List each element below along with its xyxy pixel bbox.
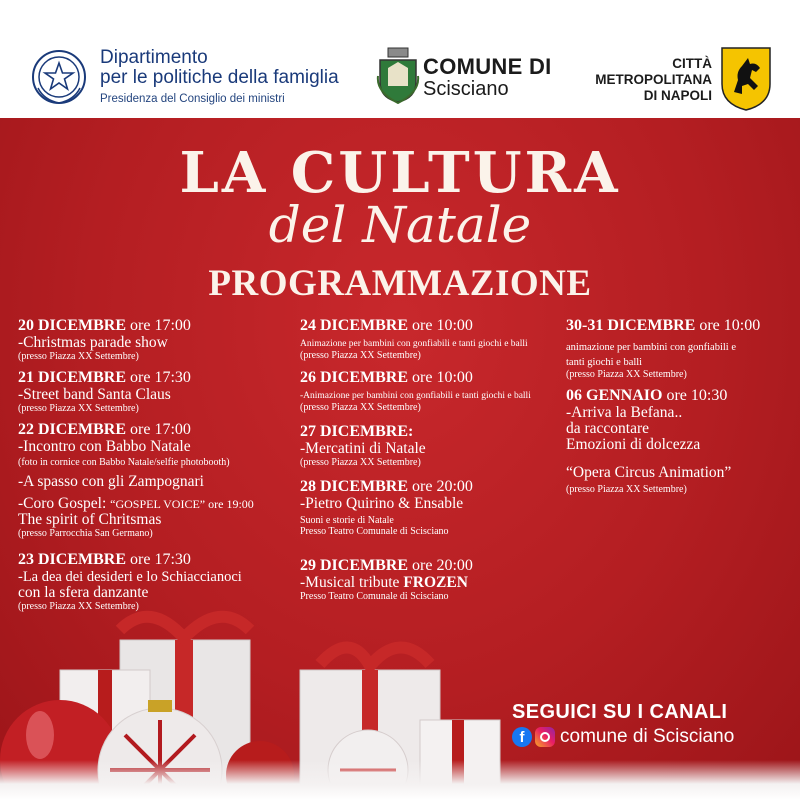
event-date: 23 DICEMBRE: [18, 551, 127, 568]
event-note: (foto in cornice con Babbo Natale/selfie photobooth): [18, 457, 230, 468]
citta-line1: CITTÀ: [672, 56, 712, 71]
social-handle[interactable]: comune di Scisciano: [560, 726, 735, 747]
dipartimento-logo-text: [100, 48, 339, 105]
event-desc: -Animazione per bambini con gonfiabili e tanti giochi e balli: [300, 391, 531, 401]
event-date: 20 DICEMBRE: [18, 317, 127, 334]
horse-shield-icon: [720, 46, 772, 112]
event-date: 28 DICEMBRE: [300, 478, 409, 495]
event-place: (presso Piazza XX Settembre): [566, 484, 687, 495]
social-title: SEGUICI SU I CANALI: [512, 701, 728, 723]
comune-line2: Scisciano: [423, 78, 509, 100]
event-place: (presso Piazza XX Settembre): [18, 601, 139, 612]
event-date: 27 DICEMBRE:: [300, 423, 414, 440]
event-desc: -La dea dei desideri e lo Schiaccianoci: [18, 569, 242, 585]
event-gospel-title: “GOSPEL VOICE”: [110, 497, 206, 511]
event-desc-3: -Coro Gospel:: [18, 495, 111, 512]
event-26-dicembre: [300, 369, 562, 413]
event-21-dicembre: [18, 369, 283, 414]
title-la-cultura: LA CULTURA: [179, 140, 621, 206]
event-desc: -Street band Santa Claus: [18, 386, 171, 403]
event-06-gennaio: [566, 387, 796, 495]
event-desc: -Arriva la Befana..: [566, 404, 683, 421]
event-desc-2: con la sfera danzante: [18, 584, 149, 601]
instagram-icon[interactable]: [535, 727, 555, 747]
event-place: (presso Piazza XX Settembre): [566, 369, 687, 380]
title-del-natale: del Natale: [268, 196, 532, 254]
event-time: ore 17:00: [126, 421, 191, 438]
event-desc: -Incontro con Babbo Natale: [18, 438, 191, 455]
event-30-31-dicembre: [566, 317, 796, 380]
event-time: ore 10:00: [408, 317, 473, 334]
event-date: 21 DICEMBRE: [18, 369, 127, 386]
event-29-dicembre: [300, 557, 562, 602]
event-date: 29 DICEMBRE: [300, 557, 409, 574]
event-desc: -Christmas parade show: [18, 334, 168, 351]
dipartimento-line1: Dipartimento: [100, 47, 208, 68]
event-28-dicembre: [300, 478, 562, 537]
event-22-dicembre: [18, 421, 283, 539]
event-desc: Animazione per bambini con gonfiabili e tanti giochi e balli: [300, 339, 528, 349]
citta-line3: DI NAPOLI: [643, 88, 712, 103]
event-time: ore 10:30: [662, 387, 728, 404]
header-logos-bar: [0, 0, 800, 118]
event-24-dicembre: [300, 317, 562, 361]
event-27-dicembre: [300, 423, 562, 468]
event-time: ore 17:00: [126, 317, 191, 334]
event-date: 22 DICEMBRE: [18, 421, 127, 438]
event-desc-2: tanti giochi e balli: [566, 357, 643, 368]
event-desc-4: “Opera Circus Animation”: [566, 464, 732, 481]
event-note: Suoni e storie di Natale: [300, 515, 394, 526]
event-place: (presso Piazza XX Settembre): [300, 350, 421, 361]
event-time: ore 10:00: [695, 317, 761, 334]
event-place: Presso Teatro Comunale di Scisciano: [300, 591, 449, 602]
snow-ground: [0, 760, 800, 800]
event-desc-3: Emozioni di dolcezza: [566, 436, 701, 453]
event-time: ore 17:30: [126, 369, 191, 386]
event-time: ore 17:30: [126, 551, 191, 568]
event-desc-4: The spirit of Chritsmas: [18, 511, 162, 528]
citta-line2: METROPOLITANA: [595, 72, 712, 87]
event-place: Presso Teatro Comunale di Scisciano: [300, 526, 449, 537]
event-20-dicembre: [18, 317, 283, 362]
dipartimento-line2: per le politiche della famiglia: [100, 67, 339, 88]
comune-line1: COMUNE DI: [423, 54, 552, 79]
event-desc-bold: FROZEN: [403, 574, 468, 591]
event-desc: -Pietro Quirino & Ensable: [300, 495, 464, 512]
schedule-column-3: [566, 317, 796, 502]
event-place: (presso Piazza XX Settembre): [300, 402, 421, 413]
event-date: 30-31 DICEMBRE: [566, 317, 696, 334]
citta-metropolitana-text: [595, 56, 712, 104]
event-place: (presso Piazza XX Settembre): [300, 457, 421, 468]
social-row: [512, 726, 772, 748]
event-gospel-time: ore 19:00: [205, 497, 254, 511]
event-time: ore 10:00: [408, 369, 473, 386]
event-desc-2: -A spasso con gli Zampognari: [18, 473, 204, 490]
schedule-column-2: [300, 317, 562, 609]
event-time: ore 20:00: [408, 557, 473, 574]
comune-logo-text: [423, 56, 552, 100]
social-channels: [512, 700, 772, 748]
comune-crest-icon: [376, 46, 420, 104]
event-date: 26 DICEMBRE: [300, 369, 409, 386]
italian-republic-emblem-icon: [30, 48, 88, 106]
event-desc-2: da raccontare: [566, 420, 650, 437]
event-desc: animazione per bambini con gonfiabili e: [566, 342, 736, 353]
event-desc: -Musical tribute: [300, 574, 404, 591]
schedule-column-1: [18, 317, 283, 619]
facebook-icon[interactable]: f: [512, 727, 532, 747]
event-place: (presso Piazza XX Settembre): [18, 351, 139, 362]
event-date: 06 GENNAIO: [566, 387, 663, 404]
event-place: (presso Parrocchia San Germano): [18, 528, 153, 539]
dipartimento-line3: Presidenza del Consiglio dei ministri: [100, 93, 285, 105]
event-date: 24 DICEMBRE: [300, 317, 409, 334]
event-desc: -Mercatini di Natale: [300, 440, 426, 457]
event-place: (presso Piazza XX Settembre): [18, 403, 139, 414]
event-time: ore 20:00: [408, 478, 473, 495]
title-programmazione: PROGRAMMAZIONE: [208, 263, 592, 304]
